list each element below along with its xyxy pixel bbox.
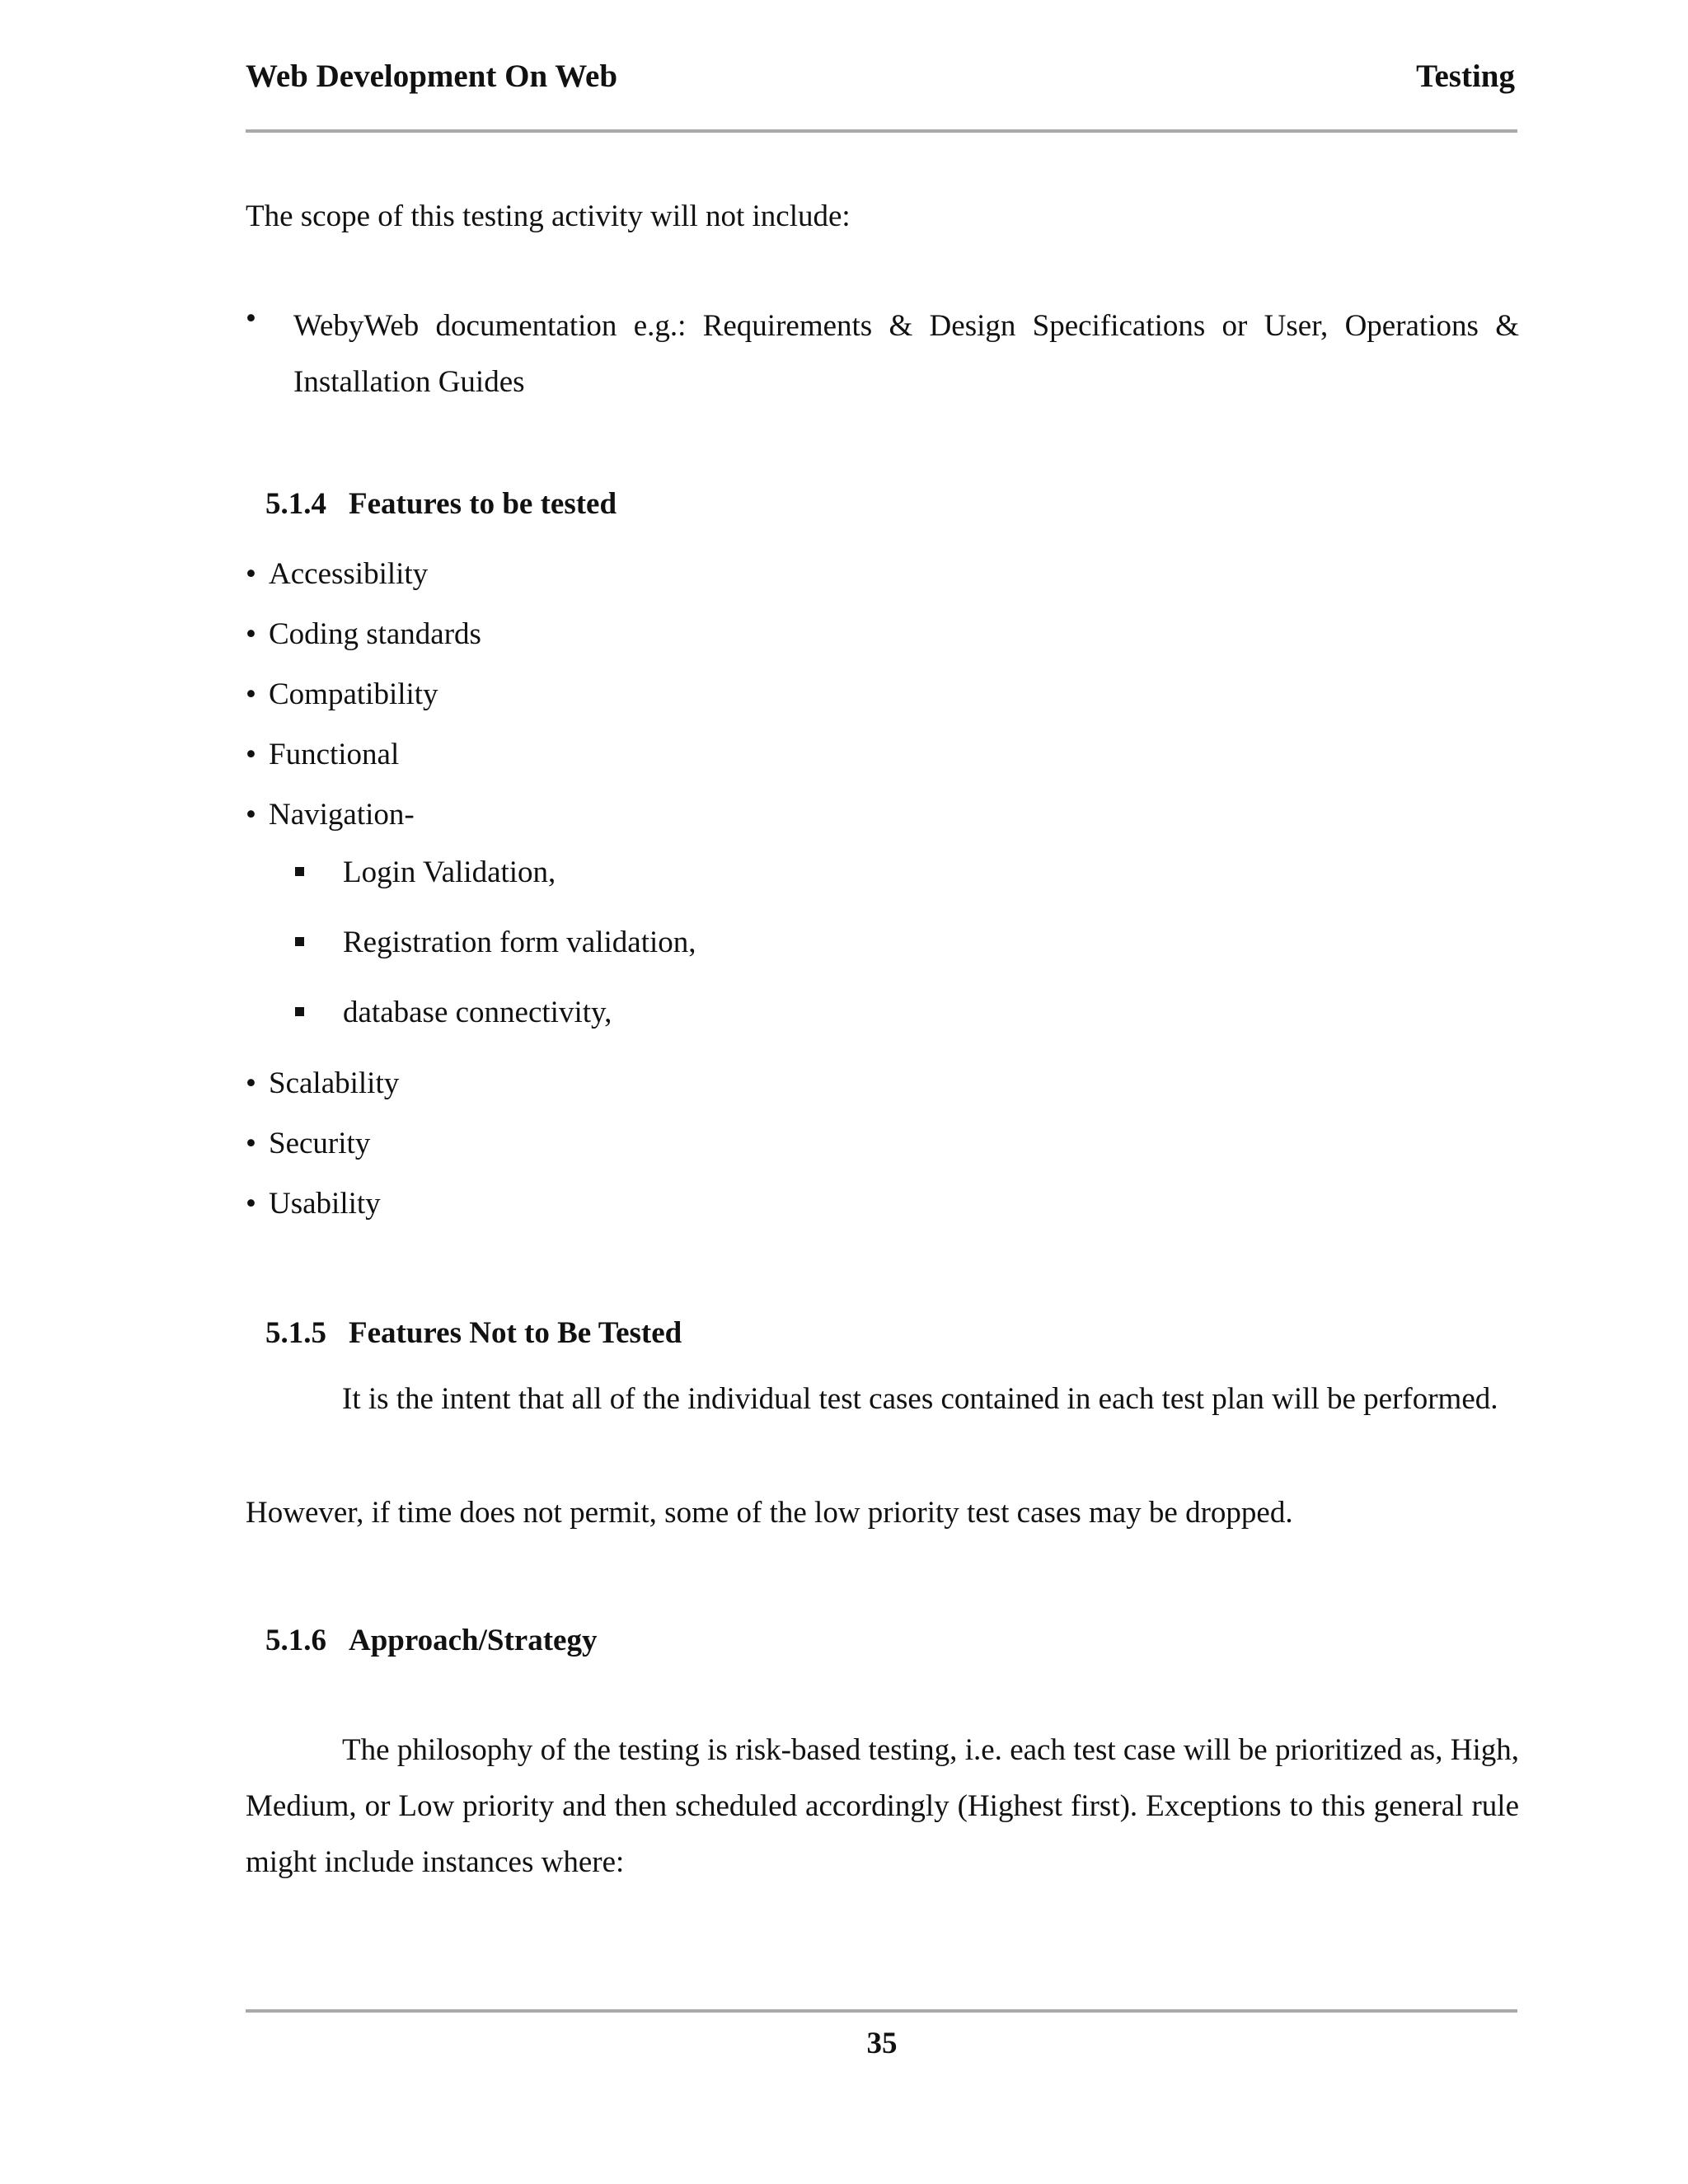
feature-item: • Scalability (246, 1066, 400, 1100)
page-number: 35 (866, 2027, 898, 2060)
paragraph-time-permit: However, if time does not permit, some of the low priority test cases may be dropped. (246, 1496, 1293, 1530)
square-bullet-icon (295, 867, 304, 876)
header-section: Testing (1416, 59, 1515, 94)
footer-rule (246, 2009, 1517, 2013)
navigation-subitem: Registration form validation, (295, 925, 696, 960)
section-title: Approach/Strategy (349, 1624, 598, 1657)
bullet-icon: • (246, 1127, 256, 1160)
section-heading-516 (265, 1623, 597, 1658)
section-number: 5.1.4 (265, 487, 326, 521)
running-header (246, 58, 1515, 107)
navigation-subitem: database connectivity, (295, 995, 612, 1030)
bullet-icon: • (246, 557, 256, 591)
bullet-icon: • (246, 738, 256, 771)
section-number: 5.1.5 (265, 1316, 326, 1350)
section-title: Features to be tested (349, 487, 617, 521)
feature-item: • Functional (246, 738, 400, 771)
feature-item: • Coding standards (246, 617, 481, 651)
bullet-icon: • (246, 798, 256, 832)
feature-item: • Accessibility (246, 557, 429, 591)
section-heading-514 (265, 486, 617, 522)
section-number: 5.1.6 (265, 1624, 326, 1657)
bullet-icon: • (246, 677, 256, 711)
scope-intro: The scope of this testing activity will not include: (246, 199, 851, 233)
bullet-icon: • (246, 1187, 256, 1221)
square-bullet-icon (295, 1007, 304, 1016)
header-rule (246, 129, 1517, 133)
navigation-subitem: Login Validation, (295, 855, 556, 890)
bullet-icon: • (246, 1066, 256, 1100)
scope-exclusion-text: WebyWeb documentation e.g.: Requirements & Design Specifications or User, Operations & Installation Guides (293, 309, 1519, 399)
header-title: Web Development On Web (246, 59, 618, 94)
section-title: Features Not to Be Tested (349, 1316, 682, 1350)
feature-item: • Navigation- (246, 798, 415, 832)
bullet-icon: • (246, 617, 256, 651)
feature-item: • Usability (246, 1187, 381, 1221)
feature-item: • Compatibility (246, 677, 438, 711)
section-heading-515 (265, 1315, 682, 1351)
paragraph-intent: It is the intent that all of the individual test cases contained in each test plan will be performed. (342, 1382, 1498, 1416)
square-bullet-icon (295, 937, 304, 946)
paragraph-philosophy: The philosophy of the testing is risk-based testing, i.e. each test case will be prioritized as, High, Medium, or Low priority and then scheduled accordingly (Highest first). Exceptions to this general rule might include instances where: (246, 1733, 1519, 1879)
feature-item: • Security (246, 1127, 371, 1160)
bullet-icon: • (246, 302, 256, 335)
